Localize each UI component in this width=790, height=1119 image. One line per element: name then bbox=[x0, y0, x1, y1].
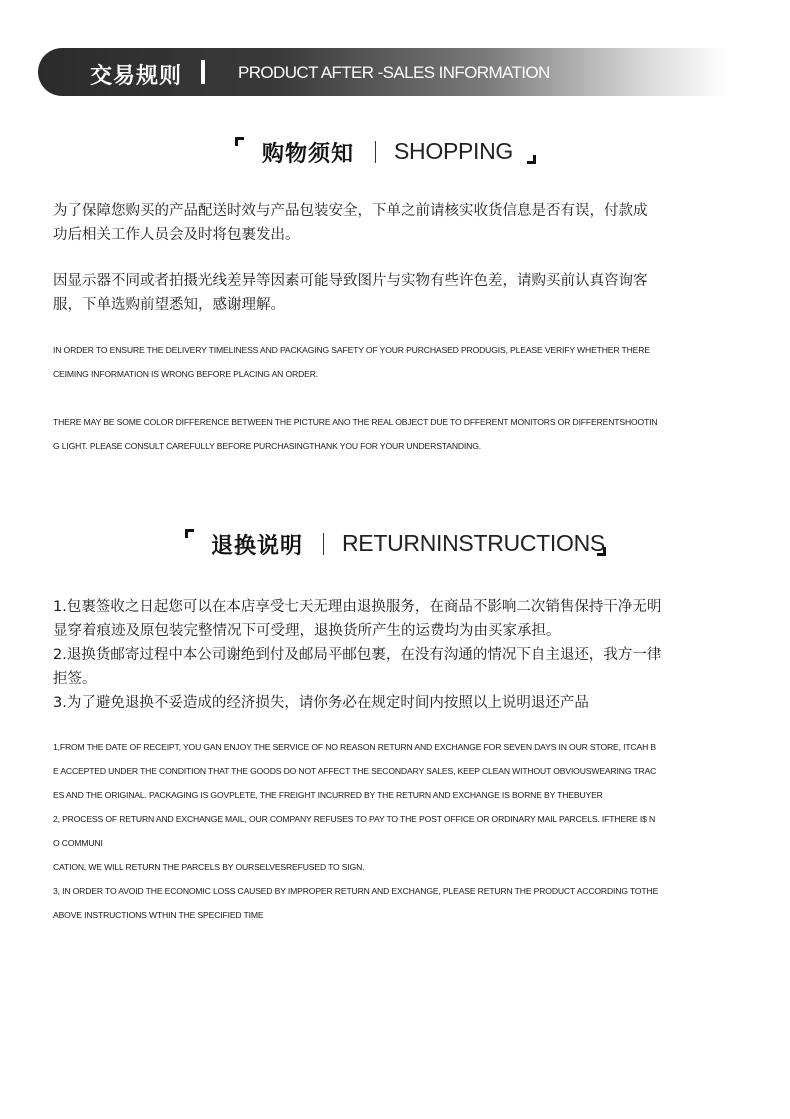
returns-en-line: E ACCEPTED UNDER THE CONDITION THAT THE GOODS DO NOT AFFECT THE SECONDARY SALES, KEEP CLEAN WITHOUT OBVIOUSWEARING TRAC bbox=[53, 766, 657, 776]
returns-en-line: O COMMUNI bbox=[53, 838, 103, 848]
returns-title-divider bbox=[323, 533, 324, 555]
header-banner bbox=[38, 48, 728, 96]
shopping-cn-line: 功后相关工作人员会及时将包裹发出。 bbox=[53, 227, 300, 243]
corner-bracket-top-left bbox=[185, 529, 194, 538]
returns-en-line: 3, IN ORDER TO AVOID THE ECONOMIC LOSS CAUSED BY IMPROPER RETURN AND EXCHANGE, PLEASE RETURN THE PRODUCT ACCORDING TOTHE bbox=[53, 886, 659, 896]
shopping-en-line: IN ORDER TO ENSURE THE DELIVERY TIMELINESS AND PACKAGING SAFETY OF YOUR PURCHASED PRODUGIS, PLEASE VERIFY WHETHER THERE bbox=[53, 345, 650, 355]
shopping-cn-line: 服，下单选购前望悉知，感谢理解。 bbox=[53, 297, 285, 313]
header-divider bbox=[201, 60, 205, 84]
returns-cn-line: 3.为了避免退换不妥造成的经济损失，请你务必在规定时间内按照以上说明退还产品 bbox=[53, 695, 589, 711]
returns-cn-line: 显穿着痕迹及原包装完整情况下可受理，退换货所产生的运费均为由买家承担。 bbox=[53, 623, 561, 639]
shopping-en-line: THERE MAY BE SOME COLOR DIFFERENCE BETWEEN THE PICTURE ANO THE REAL OBJECT DUE TO DFFERENT MONITORS OR DIFFERENTSHOOTIN bbox=[53, 417, 658, 427]
returns-cn-line: 拒签。 bbox=[53, 671, 97, 687]
shopping-title-cn: 购物须知 bbox=[262, 142, 355, 167]
shopping-cn-line: 为了保障您购买的产品配送时效与产品包装安全，下单之前请核实收货信息是否有误，付款成 bbox=[53, 203, 648, 219]
corner-bracket-bottom-right bbox=[597, 547, 606, 556]
shopping-en-line: CEIMING INFORMATION IS WRONG BEFORE PLACING AN ORDER. bbox=[53, 369, 319, 379]
returns-title-en: RETURNINSTRUCTIONS bbox=[342, 530, 605, 556]
returns-en-line: ABOVE INSTRUCTIONS WTHIN THE SPECIFIED TIME bbox=[53, 910, 264, 920]
returns-en-line: 1,FROM THE DATE OF RECEIPT, YOU GAN ENJOY THE SERVICE OF NO REASON RETURN AND EXCHANGE FOR SEVEN DAYS IN OUR STORE, ITCAH B bbox=[53, 742, 656, 752]
corner-bracket-bottom-right bbox=[527, 155, 536, 164]
shopping-en-line: G LIGHT. PLEASE CONSULT CAREFULLY BEFORE PURCHASINGTHANK YOU FOR YOUR UNDERSTANDING. bbox=[53, 441, 481, 451]
returns-en-line: 2, PROCESS OF RETURN AND EXCHANGE MAIL, OUR COMPANY REFUSES TO PAY TO THE POST OFFICE OR ORDINARY MAIL PARCELS. IFTHERE I$ N bbox=[53, 814, 656, 824]
header-title-en: PRODUCT AFTER -SALES INFORMATION bbox=[238, 63, 550, 82]
returns-cn-line: 1.包裹签收之日起您可以在本店享受七天无理由退换服务，在商品不影响二次销售保持干净无明 bbox=[53, 599, 662, 615]
shopping-title-divider bbox=[375, 141, 376, 163]
shopping-title-en: SHOPPING bbox=[394, 138, 514, 164]
returns-title-cn: 退换说明 bbox=[211, 534, 304, 559]
shopping-cn-line: 因显示器不同或者拍摄光线差异等因素可能导致图片与实物有些许色差，请购买前认真咨询客 bbox=[53, 273, 648, 289]
returns-en-line: CATION, WE WILL RETURN THE PARCELS BY OURSELVESREFUSED TO SIGN. bbox=[53, 862, 365, 872]
returns-en-line: ES AND THE ORIGINAL. PACKAGING IS GOVPLETE, THE FREIGHT INCURRED BY THE RETURN AND EXCHANGE IS BORNE BY THEBUYER bbox=[53, 790, 603, 800]
header-title-cn: 交易规则 bbox=[90, 64, 183, 89]
corner-bracket-top-left bbox=[235, 137, 244, 146]
returns-cn-line: 2.退换货邮寄过程中本公司谢绝到付及邮局平邮包裹，在没有沟通的情况下自主退还，我方一律 bbox=[53, 647, 662, 663]
